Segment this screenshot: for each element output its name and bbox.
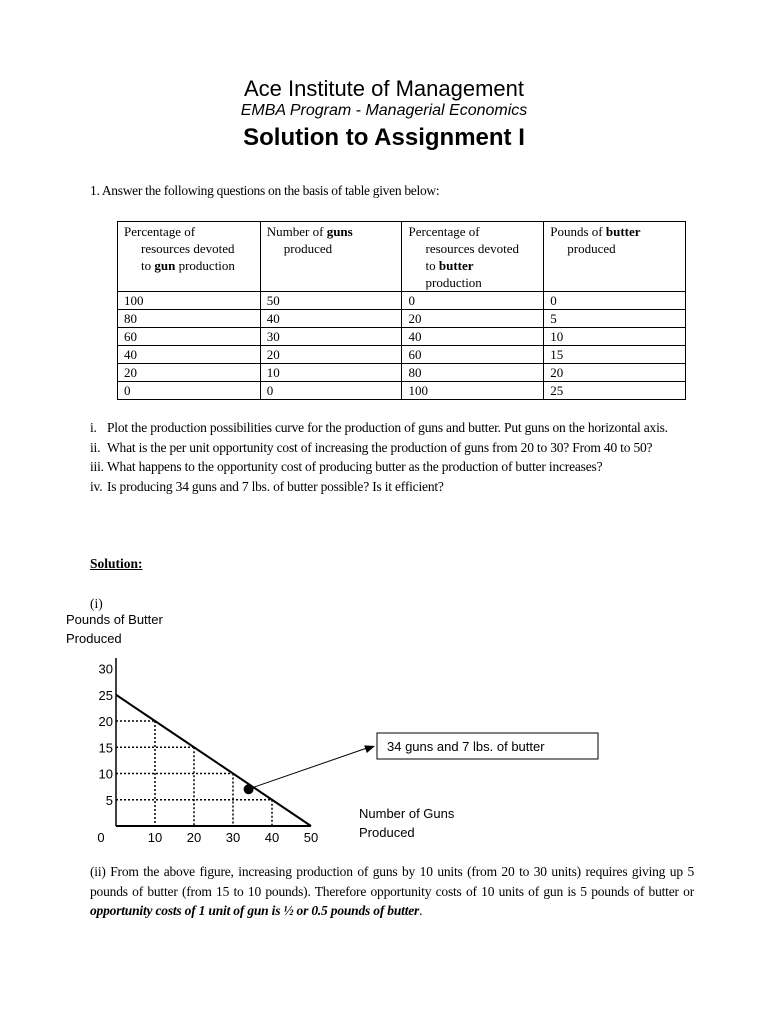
page-title: Solution to Assignment I [243,124,525,151]
callout-arrowhead [364,745,375,753]
y-tick-label: 20 [98,714,113,729]
y-tick-label: 30 [98,661,113,677]
table-header-cell: Pounds of butter produced [544,222,686,292]
table-header-cell: Percentage of resources devoted to butter production [402,222,544,292]
x-axis-label-line2: Produced [359,825,415,840]
x-tick-label: 20 [186,830,202,845]
question-item: iv. Is producing 34 guns and 7 lbs. of butter possible? Is it efficient? [90,478,444,494]
part-i-label: (i) [90,596,103,611]
y-tick-label: 5 [105,792,113,808]
x-tick-labels [97,830,318,845]
ppc-chart [0,600,768,850]
table-row: 100 50 0 0 [118,292,686,310]
question-item: i. Plot the production possibilities curve for the production of guns and butter. Put guns on the horizontal axis. [90,420,668,435]
table-row: 60 30 40 10 [118,328,686,346]
table-row: 40 20 60 15 [118,346,686,364]
x-axis-label-line1: Number of Guns [359,806,455,821]
table-header-cell: Percentage of resources devoted to gun production [118,222,261,292]
question-1: 1. Answer the following questions on the basis of table given below: [90,183,440,198]
x-tick-label: 10 [147,830,163,845]
ppc-series [116,695,311,826]
part-ii-paragraph: (ii) From the above figure, increasing production of guns by 10 units (from 20 to 30 units) requires giving up 5 pounds of butter (from 15 to 10 pounds). Therefore opportunity costs of 10 units of gun is 5 pounds of butter or opportunity costs of 1 unit of gun is ½ or 0.5 pounds of butter. [90,864,694,918]
table-row: 0 0 100 25 [118,382,686,400]
x-tick-label: 50 [303,830,319,845]
x-tick-label: 0 [97,830,105,845]
y-axis-label-line1: Pounds of Butter [66,612,163,627]
table-header-row [118,222,686,292]
institute-name: Ace Institute of Management [243,76,525,101]
point-callout-label: 34 guns and 7 lbs. of butter [387,739,545,754]
x-tick-label: 30 [225,830,241,845]
y-tick-label: 25 [98,687,113,703]
grid-lines [116,721,272,826]
question-item: ii. What is the per unit opportunity cost of increasing the production of guns from 20 to 30? From 40 to 50? [90,439,653,455]
solution-heading: Solution: [90,556,143,571]
y-tick-label: 15 [98,740,113,756]
ppc-line [116,695,311,826]
table-row: 20 10 80 20 [118,364,686,382]
question-item: iii. What happens to the opportunity cost of producing butter as the production of butter increases? [90,459,603,474]
sub-questions [90,418,694,496]
table-header-cell: Number of guns produced [260,222,402,292]
data-table [117,221,686,400]
y-tick-labels [99,662,113,808]
program-name: EMBA Program - Managerial Economics [240,102,528,119]
y-tick-label: 10 [98,766,113,782]
x-tick-label: 40 [264,830,280,845]
table-row: 80 40 20 5 [118,310,686,328]
data-point-34-7 [244,784,254,794]
y-axis-label-line2: Produced [66,631,122,646]
callout-line [254,748,367,787]
